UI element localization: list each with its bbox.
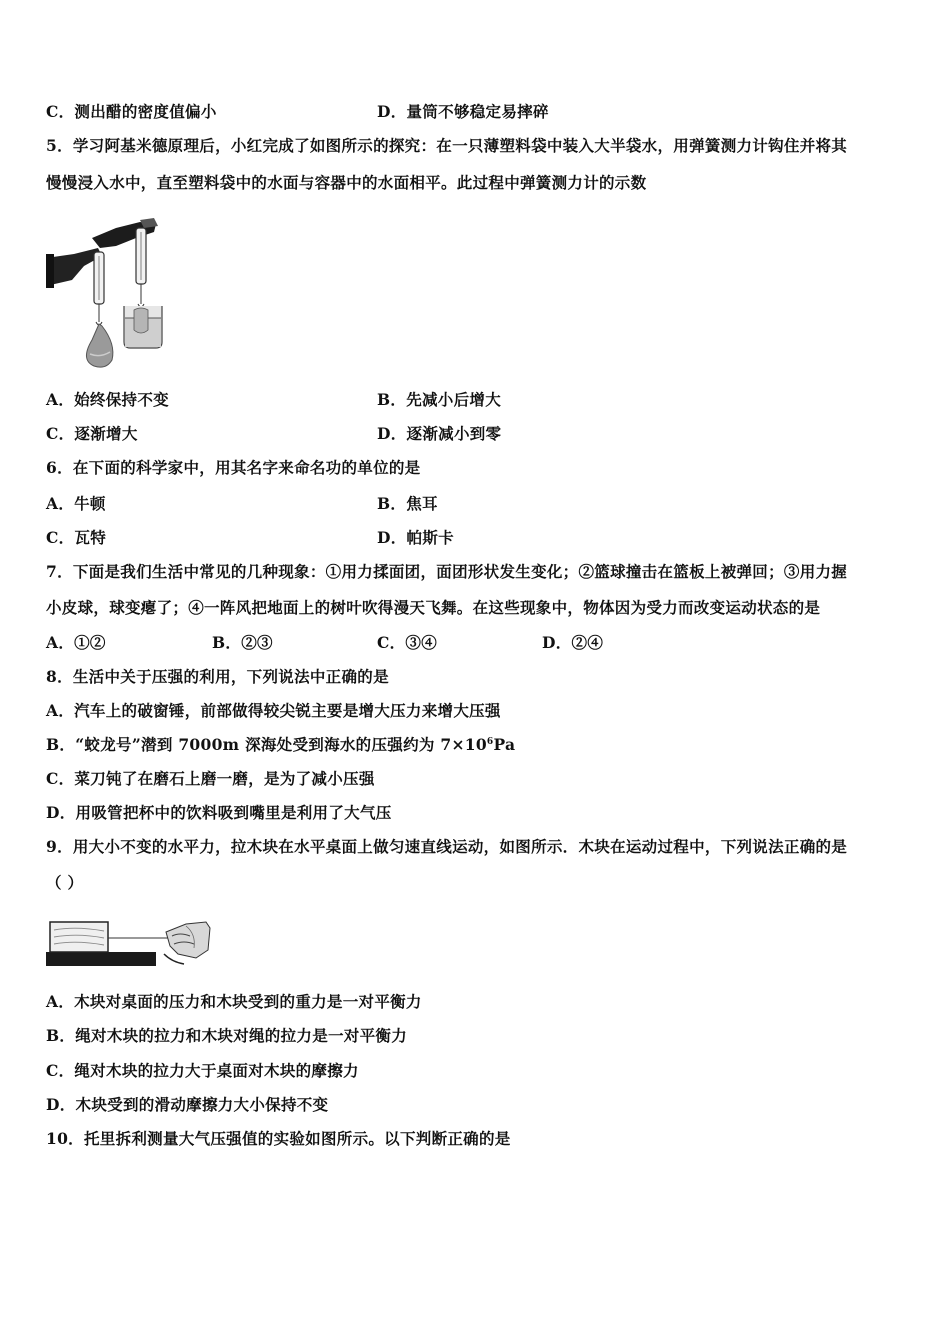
- q7-option-c: C．③④: [377, 633, 438, 652]
- q8-option-b-text: B．“蛟龙号”潜到 7000m 深海处受到海水的压强约为 7×10: [46, 735, 487, 754]
- q5-option-a: A．始终保持不变: [46, 390, 169, 409]
- q9-option-d: D．木块受到的滑动摩擦力大小保持不变: [46, 1095, 329, 1114]
- q8-option-c: C．菜刀钝了在磨石上磨一磨，是为了减小压强: [46, 769, 375, 788]
- q4-option-d: D．量筒不够稳定易摔碎: [377, 102, 549, 121]
- q5-option-c: C．逐渐增大: [46, 424, 138, 443]
- q7-stem-line2: 小皮球，球变瘪了；④一阵风把地面上的树叶吹得漫天飞舞。在这些现象中，物体因为受力而改变运动状态的是: [46, 598, 821, 617]
- q7-option-b: B．②③: [212, 633, 273, 652]
- wooden-block-pull-figure: [46, 918, 212, 968]
- q6-option-a: A．牛顿: [46, 494, 106, 513]
- q5-option-b: B．先减小后增大: [377, 390, 502, 409]
- q5-stem-line2: 慢慢浸入水中，直至塑料袋中的水面与容器中的水面相平。此过程中弹簧测力计的示数: [46, 173, 647, 192]
- q9-option-b: B．绳对木块的拉力和木块对绳的拉力是一对平衡力: [46, 1026, 408, 1045]
- q5-stem-line1: 5．学习阿基米德原理后，小红完成了如图所示的探究：在一只薄塑料袋中装入大半袋水，用弹簧测力计钩住并将其: [46, 136, 848, 155]
- q8-stem: 8．生活中关于压强的利用，下列说法中正确的是: [46, 667, 389, 686]
- q9-stem-line2: （ ）: [46, 873, 84, 892]
- q9-option-c: C．绳对木块的拉力大于桌面对木块的摩擦力: [46, 1061, 359, 1080]
- q6-option-d: D．帕斯卡: [377, 528, 454, 547]
- q5-option-d: D．逐渐减小到零: [377, 424, 502, 443]
- q8-option-d: D．用吸管把杯中的饮料吸到嘴里是利用了大气压: [46, 803, 392, 822]
- q8-option-b-exponent: 6: [486, 736, 494, 747]
- q8-option-b: [46, 735, 515, 755]
- spring-scale-water-bag-figure: [44, 214, 174, 374]
- q9-stem-line1: 9．用大小不变的水平力，拉木块在水平桌面上做匀速直线运动，如图所示．木块在运动过程中，下列说法正确的是: [46, 837, 848, 856]
- q7-stem-line1: 7．下面是我们生活中常见的几种现象：①用力揉面团，面团形状发生变化；②篮球撞击在篮板上被弹回；③用力握: [46, 562, 848, 581]
- q6-stem: 6．在下面的科学家中，用其名字来命名功的单位的是: [46, 458, 421, 477]
- q10-stem: 10．托里拆利测量大气压强值的实验如图所示。以下判断正确的是: [46, 1129, 511, 1148]
- q6-option-c: C．瓦特: [46, 528, 107, 547]
- q7-option-a: A．①②: [46, 633, 106, 652]
- q6-option-b: B．焦耳: [377, 494, 438, 513]
- q7-option-d: D．②④: [542, 633, 604, 652]
- q8-option-a: A．汽车上的破窗锤，前部做得较尖锐主要是增大压力来增大压强: [46, 701, 501, 720]
- q9-option-a: A．木块对桌面的压力和木块受到的重力是一对平衡力: [46, 992, 422, 1011]
- q8-option-b-unit: Pa: [493, 735, 516, 754]
- q4-option-c: C．测出醋的密度值偏小: [46, 102, 217, 121]
